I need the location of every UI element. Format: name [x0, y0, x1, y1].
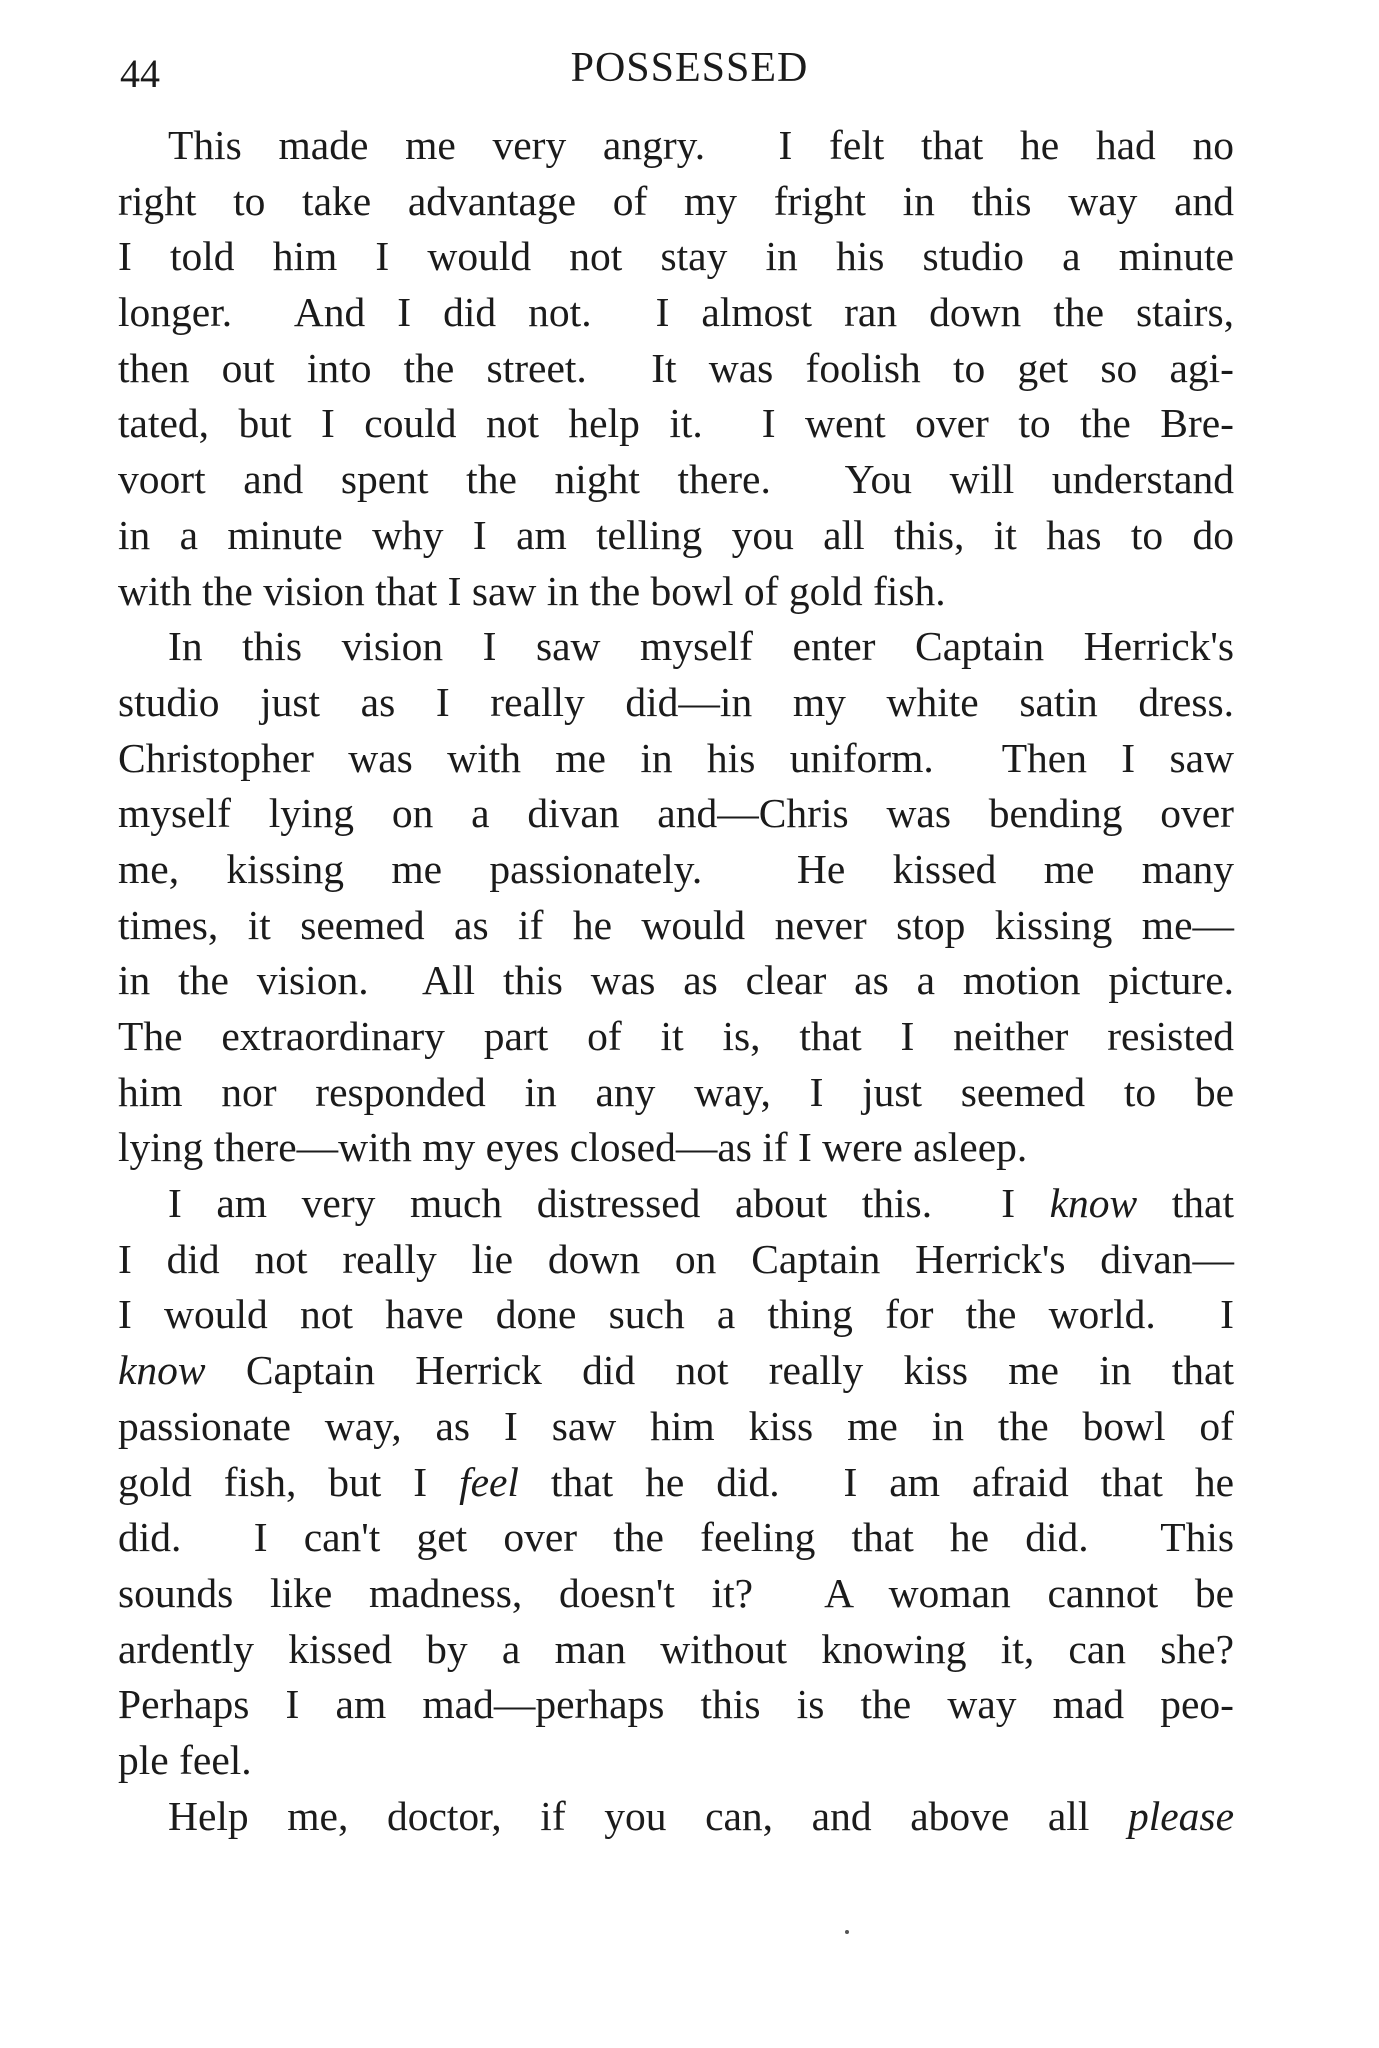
text-line — [118, 898, 1234, 954]
text-segment: right to take advantage of my fright in this way and — [118, 177, 1234, 224]
text-line — [118, 174, 1234, 230]
text-segment: The extraordinary part of it is, that I neither resisted — [118, 1013, 1234, 1059]
text-line — [118, 452, 1234, 508]
text-line — [118, 731, 1234, 787]
print-speck — [845, 1930, 849, 1934]
text-line — [118, 1566, 1234, 1622]
text-segment: studio just as I really did—in my white satin dress. — [118, 678, 1234, 725]
text-segment: did. I can't get over the feeling that he did. This — [118, 1514, 1234, 1561]
text-line — [118, 1622, 1234, 1678]
text-line — [118, 341, 1234, 397]
italic-emphasis: know — [118, 1347, 206, 1394]
text-line — [118, 1510, 1234, 1566]
text-line — [118, 786, 1234, 842]
text-segment: lying there—with my eyes closed—as if I were asleep. — [118, 1124, 1028, 1171]
text-line — [118, 1733, 1234, 1789]
text-line — [118, 1455, 1234, 1511]
text-segment: I am very much distressed about this. I — [168, 1180, 1050, 1227]
text-line — [118, 1120, 1234, 1176]
text-segment: I told him I would not stay in his studio a minute — [118, 233, 1234, 280]
text-segment: This made me very angry. I felt that he had no — [168, 122, 1234, 168]
text-line — [118, 1399, 1234, 1455]
text-segment: that he did. I am afraid that he — [518, 1458, 1234, 1505]
text-line — [118, 1343, 1234, 1399]
text-line — [118, 118, 1234, 174]
text-segment: gold fish, but I — [118, 1458, 460, 1505]
text-segment: then out into the street. It was foolish to get so agi- — [118, 344, 1234, 391]
text-line — [118, 619, 1234, 675]
text-segment: Help me, doctor, if you can, and above all — [168, 1792, 1128, 1839]
italic-emphasis: feel — [459, 1458, 519, 1505]
text-line — [118, 229, 1234, 285]
text-segment: voort and spent the night there. You will understand — [118, 456, 1234, 503]
text-segment: in a minute why I am telling you all this, it has to do — [118, 511, 1234, 558]
text-segment: passionate way, as I saw him kiss me in the bowl of — [118, 1402, 1234, 1449]
text-segment: I did not really lie down on Captain Herrick's divan— — [118, 1235, 1234, 1282]
page-number: 44 — [120, 51, 160, 96]
italic-emphasis: know — [1049, 1180, 1138, 1227]
text-segment: him nor responded in any way, I just seemed to be — [118, 1068, 1234, 1115]
text-line — [118, 1789, 1234, 1845]
text-segment: Perhaps I am mad—perhaps this is the way mad peo- — [118, 1681, 1234, 1728]
text-segment: with the vision that I saw in the bowl of gold fish. — [118, 567, 946, 614]
text-segment: that — [1137, 1180, 1235, 1227]
text-line — [118, 1677, 1234, 1733]
text-line — [118, 953, 1234, 1009]
text-segment: ardently kissed by a man without knowing it, can she? — [118, 1625, 1234, 1672]
text-segment: ple feel. — [118, 1736, 252, 1783]
text-segment: in the vision. All this was as clear as a motion picture. — [118, 957, 1234, 1004]
body-text — [118, 118, 1234, 1844]
text-line — [118, 842, 1234, 898]
running-head: POSSESSED — [570, 45, 809, 91]
text-segment: I would not have done such a thing for the world. I — [118, 1291, 1234, 1338]
text-line — [118, 1065, 1234, 1121]
text-segment: tated, but I could not help it. I went over to the Bre- — [118, 400, 1234, 447]
text-segment: Captain Herrick did not really kiss me in that — [205, 1347, 1234, 1394]
text-line — [118, 1232, 1234, 1288]
text-segment: myself lying on a divan and—Chris was bending over — [118, 790, 1234, 837]
text-line — [118, 396, 1234, 452]
text-line — [118, 1009, 1234, 1065]
text-segment: times, it seemed as if he would never stop kissing me— — [118, 901, 1234, 948]
text-segment: In this vision I saw myself enter Captain Herrick's — [168, 623, 1234, 670]
text-line — [118, 508, 1234, 564]
text-segment: longer. And I did not. I almost ran down the stairs, — [118, 289, 1234, 336]
text-line — [118, 675, 1234, 731]
text-line — [118, 564, 1234, 620]
text-line — [118, 285, 1234, 341]
text-segment: me, kissing me passionately. He kissed me many — [118, 845, 1234, 892]
text-line — [118, 1287, 1234, 1343]
text-segment: sounds like madness, doesn't it? A woman cannot be — [118, 1569, 1234, 1616]
italic-emphasis: please — [1127, 1792, 1234, 1839]
text-line — [118, 1176, 1234, 1232]
text-segment: Christopher was with me in his uniform. Then I saw — [118, 734, 1234, 781]
